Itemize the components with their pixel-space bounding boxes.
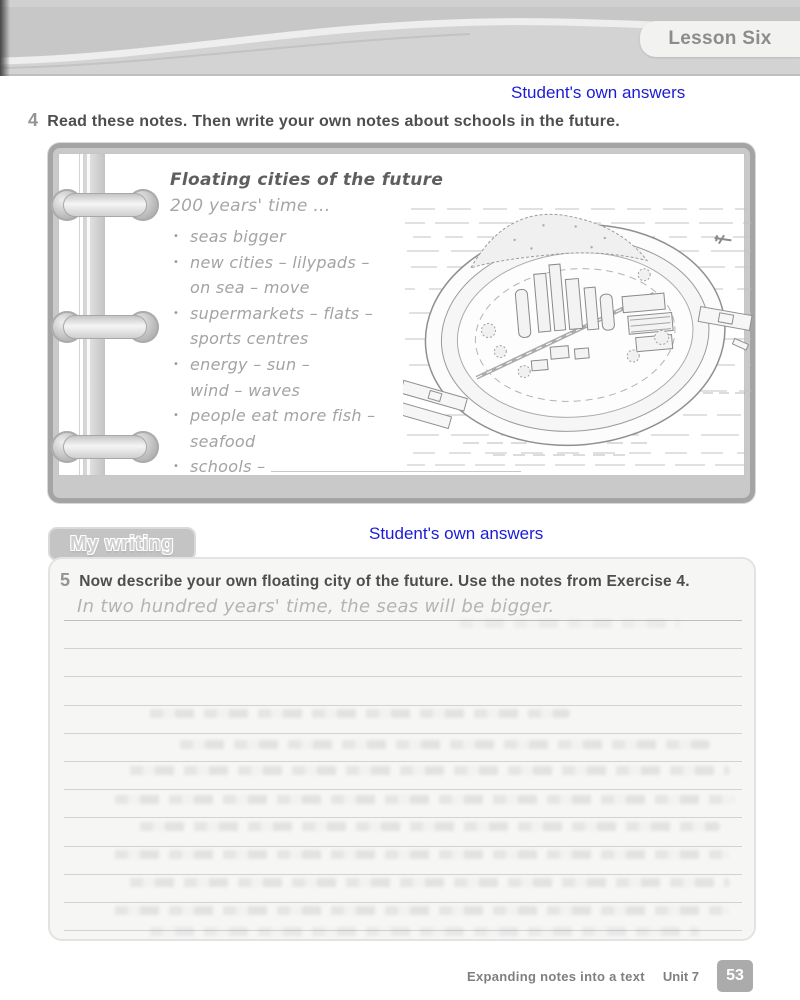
exercise4-instruction: Read these notes. Then write your own notes about schools in the future. — [47, 113, 620, 130]
bleed-through — [120, 766, 730, 775]
bleed-through — [140, 709, 570, 718]
ring-tube — [63, 435, 147, 459]
note-bullet-schools: • schools – — [170, 454, 448, 480]
lesson-tab — [640, 21, 800, 57]
my-writing-label: My writing — [70, 532, 174, 555]
ruled-line — [64, 676, 742, 677]
note-bullet-continuation: wind – waves — [190, 380, 301, 400]
answer-stamp-middle: Student's own answers — [369, 524, 544, 543]
ruled-line — [64, 705, 742, 706]
ruled-line — [64, 846, 742, 847]
ring-tube — [63, 193, 147, 217]
ruled-line — [64, 817, 742, 818]
my-writing-badge — [48, 527, 196, 561]
ring-tube — [63, 315, 147, 339]
ruled-line — [64, 733, 742, 734]
ruled-line — [64, 874, 742, 875]
binder-ring — [57, 193, 153, 217]
note-bullet-continuation: seafood — [190, 431, 256, 451]
bleed-through — [170, 740, 710, 749]
bleed-through — [105, 906, 730, 915]
lesson-label: Lesson Six — [668, 28, 772, 49]
exercise5-number: 5 — [60, 570, 71, 590]
writing-panel — [48, 557, 756, 941]
binder-ring — [57, 435, 153, 459]
note-bullet: • supermarkets – flats – — [170, 301, 448, 327]
exercise4-heading — [28, 110, 768, 131]
notes-subtitle: 200 years' time ... — [170, 196, 331, 216]
footer-unit: Unit 7 — [662, 968, 699, 984]
note-bullet-continuation: sports centres — [190, 329, 309, 349]
plane-icon — [714, 234, 732, 245]
notebook-panel — [48, 143, 755, 503]
header-band — [0, 0, 800, 76]
bleed-through — [450, 619, 680, 628]
bleed-through — [105, 850, 730, 859]
sample-answer: In two hundred years' time, the seas will be bigger. — [77, 596, 555, 617]
note-bullet: • energy – sun – — [170, 352, 448, 378]
bleed-through — [140, 927, 700, 936]
page-number-badge — [717, 960, 753, 992]
ruled-line — [64, 648, 742, 649]
notes-title: Floating cities of the future — [170, 170, 444, 190]
floating-city-illustration — [403, 193, 755, 473]
note-bullet: • seas bigger — [170, 224, 448, 250]
bleed-through — [105, 795, 735, 804]
bleed-through — [120, 878, 730, 887]
ruled-line — [64, 789, 742, 790]
page-number: 53 — [726, 967, 744, 984]
note-bullet: • people eat more fish – — [170, 403, 448, 429]
note-bullet: • new cities – lilypads – — [170, 250, 448, 276]
exercise4-number: 4 — [28, 110, 39, 130]
binder-ring — [57, 315, 153, 339]
exercise5-instruction: Now describe your own floating city of the future. Use the notes from Exercise 4. — [79, 573, 690, 590]
bleed-through — [130, 822, 720, 831]
ruled-line — [64, 761, 742, 762]
exercise5-heading — [60, 570, 750, 591]
page-footer — [467, 960, 753, 992]
answer-stamp-top: Student's own answers — [511, 83, 686, 102]
ruled-line — [64, 902, 742, 903]
scan-edge-shadow — [0, 0, 10, 76]
note-bullet-continuation: on sea – move — [190, 278, 310, 298]
footer-strand: Expanding notes into a text — [467, 968, 645, 984]
